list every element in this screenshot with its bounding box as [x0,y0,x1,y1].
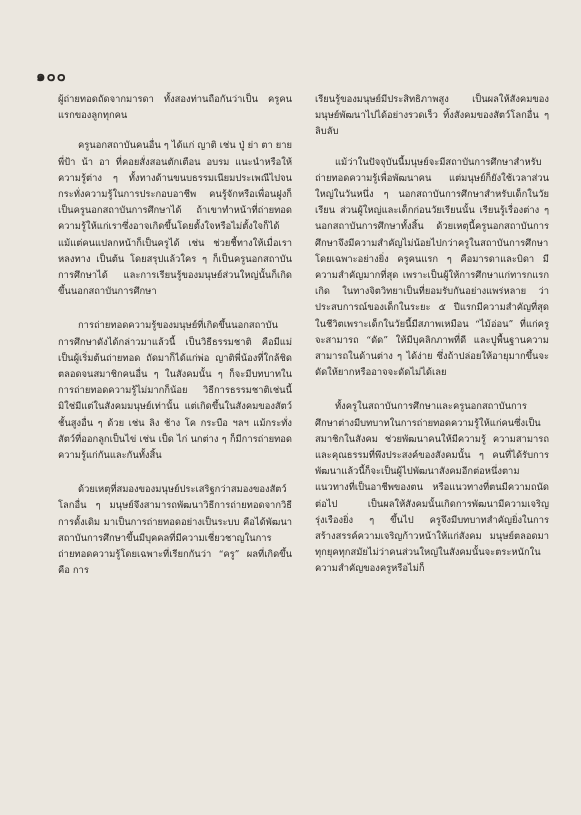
paragraph: ด้วยเหตุที่สมองของมนุษย์ประเสริฐกว่าสมองของสัตว์โลกอื่น ๆ มนุษย์จึงสามารถพัฒนาวิธีการถ่ายทอดจากวิธีการดั้งเดิม มาเป็นการถ่ายทอดอย่างเป็นระบบ คือได้พัฒนาสถาบันการศึกษาขึ้นมีบุคคลที่มีความเชี่ยวชาญในการถ่ายทอดความรู้โดยเฉพาะที่เรียกกันว่า “ครู” ผลที่เกิดขึ้นคือ การ [58,484,292,577]
paragraph: ผู้ถ่ายทอดถัดจากมารดา ทั้งสองท่านถือกันว่าเป็น ครูคนแรกของลูกทุกคน [58,94,292,122]
page-number: ๑๐๐ [36,67,67,85]
paragraph: ครูนอกสถาบันคนอื่น ๆ ได้แก่ ญาติ เช่น ปู่ ย่า ตา ยาย พี่ป้า น้า อา ที่คอยสั่งสอนตักเตือน อบรม แนะนำหรือให้ความรู้ต่าง ๆ ทั้งทางด้านขนบธรรมเนียมประเพณีไปจนกระทั่งความรู้ในการประกอบอาชีพ คนรู้จักหรือเพื่อนฝูงก็เป็นครูนอกสถาบันการศึกษาได้ ถ้าเขาทำหน้าที่ถ่ายทอดความรู้ให้แก่เราซึ่งอาจเกิดขึ้นโดยตั้งใจหรือไม่ตั้งใจก็ได้แม้แต่คนแปลกหน้าก็เป็นครูได้ เช่น ช่วยชี้ทางให้เมื่อเราหลงทาง เป็นต้น โดยสรุปแล้วใคร ๆ ก็เป็นครูนอกสถาบันการศึกษาได้ และการเรียนรู้ของมนุษย์ส่วนใหญ่นั้นก็เกิดขึ้นนอกสถาบันการศึกษา [58,140,292,298]
left-column [58,92,292,589]
paragraph: เรียนรู้ของมนุษย์มีประสิทธิภาพสูง เป็นผลให้สังคมของมนุษย์พัฒนาไปได้อย่างรวดเร็ว ทิ้งสังคมของสัตว์โลกอื่น ๆ ลิบลับ [315,94,549,138]
paragraph: แม้ว่าในปัจจุบันนี้มนุษย์จะมีสถาบันการศึกษาสำหรับถ่ายทอดความรู้เพื่อพัฒนาคน แต่มนุษย์ก็ยังใช้เวลาส่วนใหญ่ในวันหนึ่ง ๆ นอกสถาบันการศึกษาสำหรับเด็กในวัยเรียน ส่วนผู้ใหญ่และเด็กก่อนวัยเรียนนั้น เรียนรู้เรื่องต่าง ๆ นอกสถาบันการศึกษาทั้งสิ้น ด้วยเหตุนี้ครูนอกสถาบันการศึกษาจึงมีความสำคัญไม่น้อยไปกว่าครูในสถาบันการศึกษาโดยเฉพาะอย่างยิ่ง ครูคนแรก ๆ คือมารดาและบิดา มีความสำคัญมากที่สุด เพราะเป็นผู้ให้การศึกษาแก่ทารกแรกเกิด ในทางจิตวิทยาเป็นที่ยอมรับกันอย่างแพร่หลาย ว่าประสบการณ์ของเด็กในระยะ ๕ ปีแรกมีความสำคัญที่สุดในชีวิตเพราะเด็กในวัยนี้มีสภาพเหมือน “ไม้อ่อน” ที่แก่ครูจะสามารถ “ดัด” ให้มีบุคลิกภาพที่ดี และปูพื้นฐานความสามารถในด้านต่าง ๆ ได้ง่าย ซึ่งถ้าปล่อยให้อายุมากขึ้นจะดัดให้ยากหรืออาจจะดัดไม่ได้เลย [315,156,549,379]
paragraph: การถ่ายทอดความรู้ของมนุษย์ที่เกิดขึ้นนอกสถาบันการศึกษาดังได้กล่าวมาแล้วนี้ เป็นวิธีธรรมชาติ คือมีแม่เป็นผู้เริ่มต้นถ่ายทอด ถัดมาก็ได้แก่พ่อ ญาติพี่น้องที่ใกล้ชิด ตลอดจนสมาชิกคนอื่น ๆ ในสังคมนั้น ๆ ก็จะมีบทบาทในการถ่ายทอดความรู้ไม่มากก็น้อย วิธีการธรรมชาติเช่นนี้มิใช่มีแต่ในสังคมมนุษย์เท่านั้น แต่เกิดขึ้นในสังคมของสัตว์ชั้นสูงอื่น ๆ ด้วย เช่น ลิง ช้าง โค กระบือ ฯลฯ แม้กระทั่งสัตว์ที่ออกลูกเป็นไข่ เช่น เป็ด ไก่ นกต่าง ๆ ก็มีการถ่ายทอดความรู้แก่กันและกันทั้งสิ้น [58,320,292,462]
right-column [315,92,549,588]
paragraph: ทั้งครูในสถาบันการศึกษาและครูนอกสถาบันการศึกษาต่างมีบทบาทในการถ่ายทอดความรู้ให้แก่คนซึ่งเป็นสมาชิกในสังคม ช่วยพัฒนาคนให้มีความรู้ ความสามารถ และคุณธรรมที่พึงประสงค์ของสังคมนั้น ๆ คนที่ได้รับการพัฒนาแล้วนี้ก็จะเป็นผู้ไปพัฒนาสังคมอีกต่อหนึ่งตามแนวทางที่เป็นอาชีพของตน หรือแนวทางที่ตนมีความถนัดต่อไป เป็นผลให้สังคมนั้นเกิดการพัฒนามีความเจริญรุ่งเรืองยิ่ง ๆ ขึ้นไป ครูจึงมีบทบาทสำคัญยิ่งในการสร้างสรรค์ความเจริญก้าวหน้าให้แก่สังคม มนุษย์ตลอดมาทุกยุคทุกสมัยไม่ว่าคนส่วนใหญ่ในสังคมนั้นจะตระหนักในความสำคัญของครูหรือไม่ก็ [315,401,549,575]
